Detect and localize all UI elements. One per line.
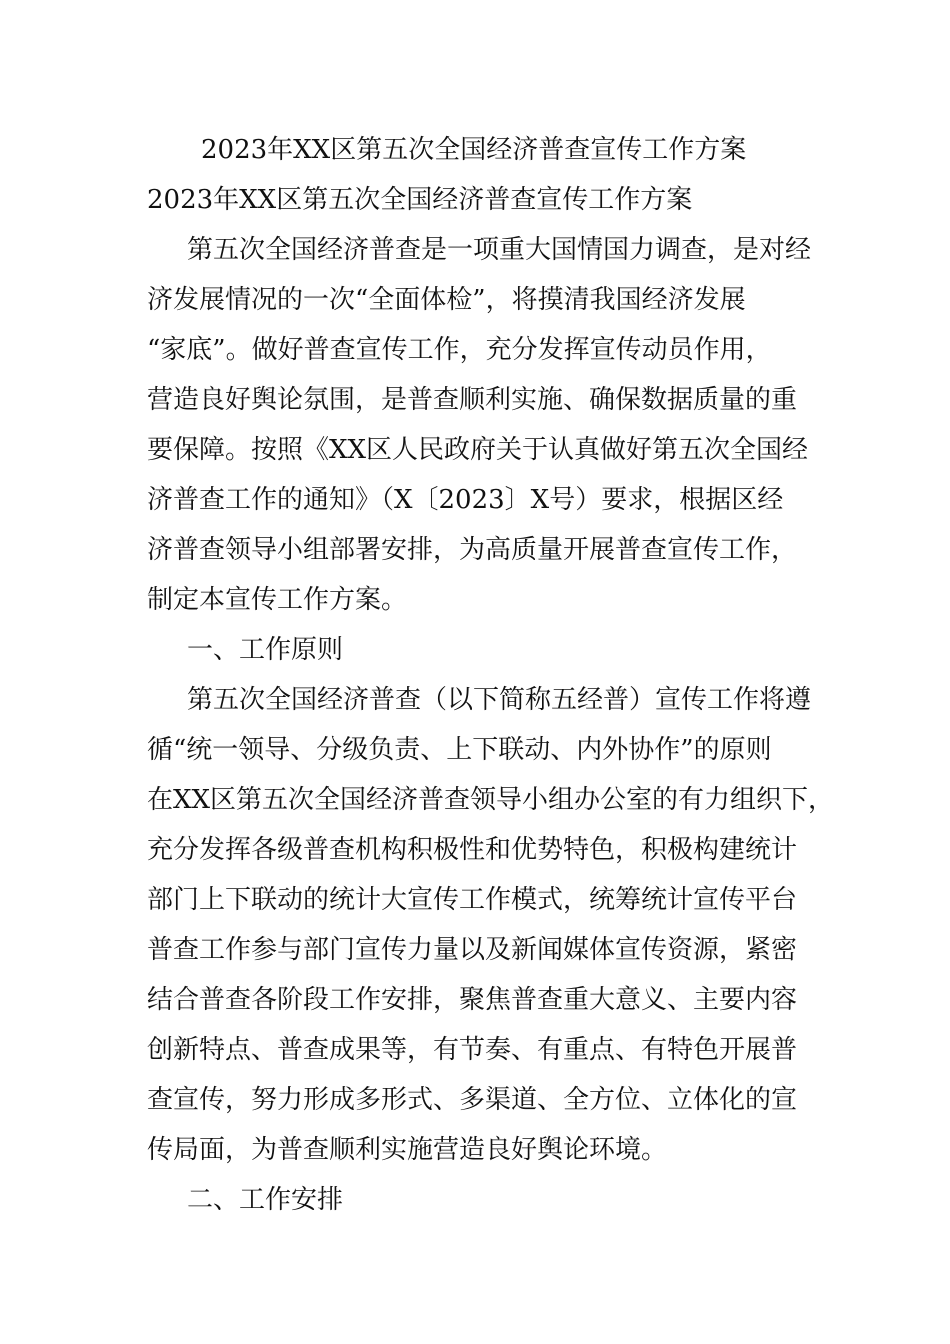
principles-line-7: 结合普查各阶段工作安排，聚焦普查重大意义、主要内容 xyxy=(147,985,798,1015)
principles-line-4: 充分发挥各级普查机构积极性和优势特色，积极构建统计 xyxy=(147,835,798,865)
page-subtitle: 2023年XX区第五次全国经济普查宣传工作方案 xyxy=(147,185,693,215)
principles-line-9: 查宣传，努力形成多形式、多渠道、全方位、立体化的宣 xyxy=(147,1085,798,1115)
principles-line-1: 第五次全国经济普查（以下简称五经普）宣传工作将遵 xyxy=(187,685,812,715)
intro-line-5: 要保障。按照《XX区人民政府关于认真做好第五次全国经 xyxy=(147,435,809,465)
section-heading-arrangements: 二、工作安排 xyxy=(187,1185,344,1215)
page-title: 2023年XX区第五次全国经济普查宣传工作方案 xyxy=(201,135,747,165)
intro-line-4: 营造良好舆论氛围，是普查顺利实施、确保数据质量的重 xyxy=(147,385,798,415)
intro-line-1: 第五次全国经济普查是一项重大国情国力调查，是对经 xyxy=(187,235,812,265)
principles-line-5: 部门上下联动的统计大宣传工作模式，统筹统计宣传平台 xyxy=(147,885,798,915)
intro-line-7: 济普查领导小组部署安排，为高质量开展普查宣传工作， xyxy=(147,535,798,565)
intro-line-6: 济普查工作的通知》（X〔2023〕X号）要求，根据区经 xyxy=(147,485,784,515)
principles-line-2: 循“统一领导、分级负责、上下联动、内外协作”的原则 xyxy=(147,735,772,765)
principles-line-3: 在XX区第五次全国经济普查领导小组办公室的有力组织下， xyxy=(147,785,835,815)
intro-line-2: 济发展情况的一次“全面体检”，将摸清我国经济发展 xyxy=(147,285,746,315)
section-heading-principles: 一、工作原则 xyxy=(187,635,344,665)
principles-line-10: 传局面，为普查顺利实施营造良好舆论环境。 xyxy=(147,1135,668,1165)
principles-line-8: 创新特点、普查成果等，有节奏、有重点、有特色开展普 xyxy=(147,1035,798,1065)
intro-line-8: 制定本宣传工作方案。 xyxy=(147,585,408,615)
intro-line-3: “家底”。做好普查宣传工作，充分发挥宣传动员作用， xyxy=(147,335,772,365)
principles-line-6: 普查工作参与部门宣传力量以及新闻媒体宣传资源，紧密 xyxy=(147,935,798,965)
